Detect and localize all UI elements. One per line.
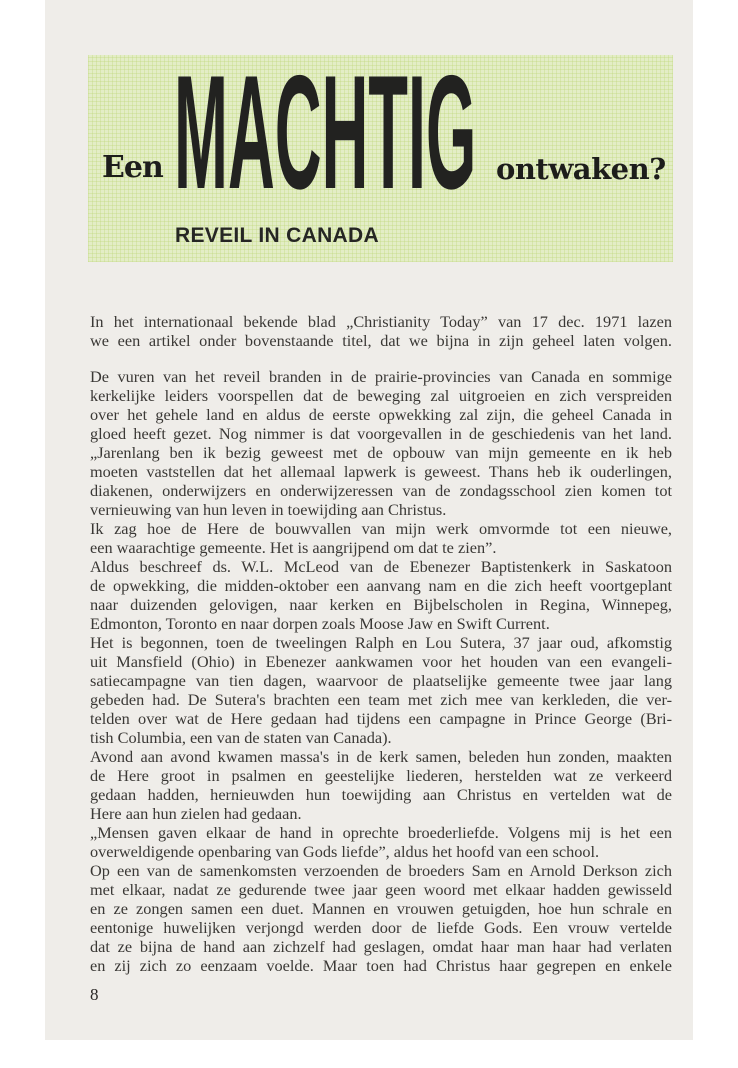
text-line: Avond aan avond kwamen massa's in de kerk samen, beleden hun zonden, maakten (90, 747, 672, 766)
text-line: de opwekking, die midden-oktober een aanvang nam en die zich heeft voortgeplant (90, 576, 672, 595)
text-line: „Jarenlang ben ik bezig geweest met de opbouw van mijn gemeente en ik heb (90, 443, 672, 462)
text-line: en zij zich zo eenzaam voelde. Maar toen had Christus haar gegrepen en enkele (90, 956, 672, 975)
text-line: gedaan hadden, hernieuwden hun toewijding aan Christus en vertelden wat de (90, 785, 672, 804)
text-line: Het is begonnen, toen de tweelingen Ralph en Lou Sutera, 37 jaar oud, afkomstig (90, 633, 672, 652)
text-line: telden over wat de Here gedaan had tijdens een campagne in Prince George (Bri- (90, 709, 672, 728)
text-line: vernieuwing van hun leven in toewijding aan Christus. (90, 500, 447, 519)
text-line: moeten vaststellen dat het allemaal lapwerk is geweest. Thans heb ik ouderlingen, (90, 462, 672, 481)
text-line: diakenen, onderwijzers en onderwijzeressen van de zondagsschool zien komen tot (90, 481, 672, 500)
text-line: dat ze bijna de hand aan zichzelf had geslagen, omdat haar man haar had verlaten (90, 937, 672, 956)
intro-paragraph (90, 312, 672, 350)
text-line: kerkelijke leiders voorspellen dat de beweging zal uitgroeien en zich verspreiden (90, 386, 672, 405)
subtitle: REVEIL IN CANADA (175, 224, 379, 247)
title-prefix: Een (102, 150, 163, 185)
title-suffix: ontwaken? (496, 152, 666, 186)
text-line: eentonige huwelijken verjongd werden door de liefde Gods. Een vrouw vertelde (90, 918, 672, 937)
text-line: De vuren van het reveil branden in de prairie-provincies van Canada en sommige (90, 367, 672, 386)
text-line: en ze zongen samen een duet. Mannen en vrouwen getuigden, hoe hun schrale en (90, 899, 672, 918)
text-line: naar duizenden gelovigen, naar kerken en Bijbelscholen in Regina, Winnepeg, (90, 595, 672, 614)
text-line: uit Mansfield (Ohio) in Ebenezer aankwamen voor het houden van een evangeli- (90, 652, 672, 671)
article-body (90, 367, 672, 975)
text-line: tish Columbia, een van de staten van Canada). (90, 728, 392, 747)
text-line: met elkaar, nadat ze gedurende twee jaar geen woord met elkaar hadden gewisseld (90, 880, 672, 899)
text-line: een waarachtige gemeente. Het is aangrijpend om dat te zien”. (90, 538, 497, 557)
title-main: MACHTIG (174, 42, 477, 223)
text-line: we een artikel onder bovenstaande titel, dat we bijna in zijn geheel laten volgen. (90, 331, 672, 350)
text-line: overweldigende openbaring van Gods liefde”, aldus het hoofd van een school. (90, 842, 600, 861)
text-line: satiecampagne van tien dagen, waarvoor de plaatselijke gemeente twee jaar lang (90, 671, 672, 690)
text-line: gebeden had. De Sutera's brachten een team met zich mee van kerkleden, die ver- (90, 690, 672, 709)
text-line: In het internationaal bekende blad „Christianity Today” van 17 dec. 1971 lazen (90, 312, 672, 331)
text-line: Edmonton, Toronto en naar dorpen zoals Moose Jaw en Swift Current. (90, 614, 550, 633)
text-line: Ik zag hoe de Here de bouwvallen van mijn werk omvormde tot een nieuwe, (90, 519, 672, 538)
text-line: Aldus beschreef ds. W.L. McLeod van de Ebenezer Baptistenkerk in Saskatoon (90, 557, 672, 576)
text-line: Here aan hun zielen had gedaan. (90, 804, 302, 823)
text-line: „Mensen gaven elkaar de hand in oprechte broederliefde. Volgens mij is het een (90, 823, 672, 842)
text-line: de Here groot in psalmen en geestelijke liederen, herstelden wat ze verkeerd (90, 766, 672, 785)
page-number: 8 (90, 985, 99, 1004)
text-line: gloed heeft gezet. Nog nimmer is dat voorgevallen in de geschiedenis van het land. (90, 424, 672, 443)
text-line: over het gehele land en aldus de eerste opwekking zal zijn, die geheel Canada in (90, 405, 672, 424)
text-line: Op een van de samenkomsten verzoenden de broeders Sam en Arnold Derkson zich (90, 861, 672, 880)
